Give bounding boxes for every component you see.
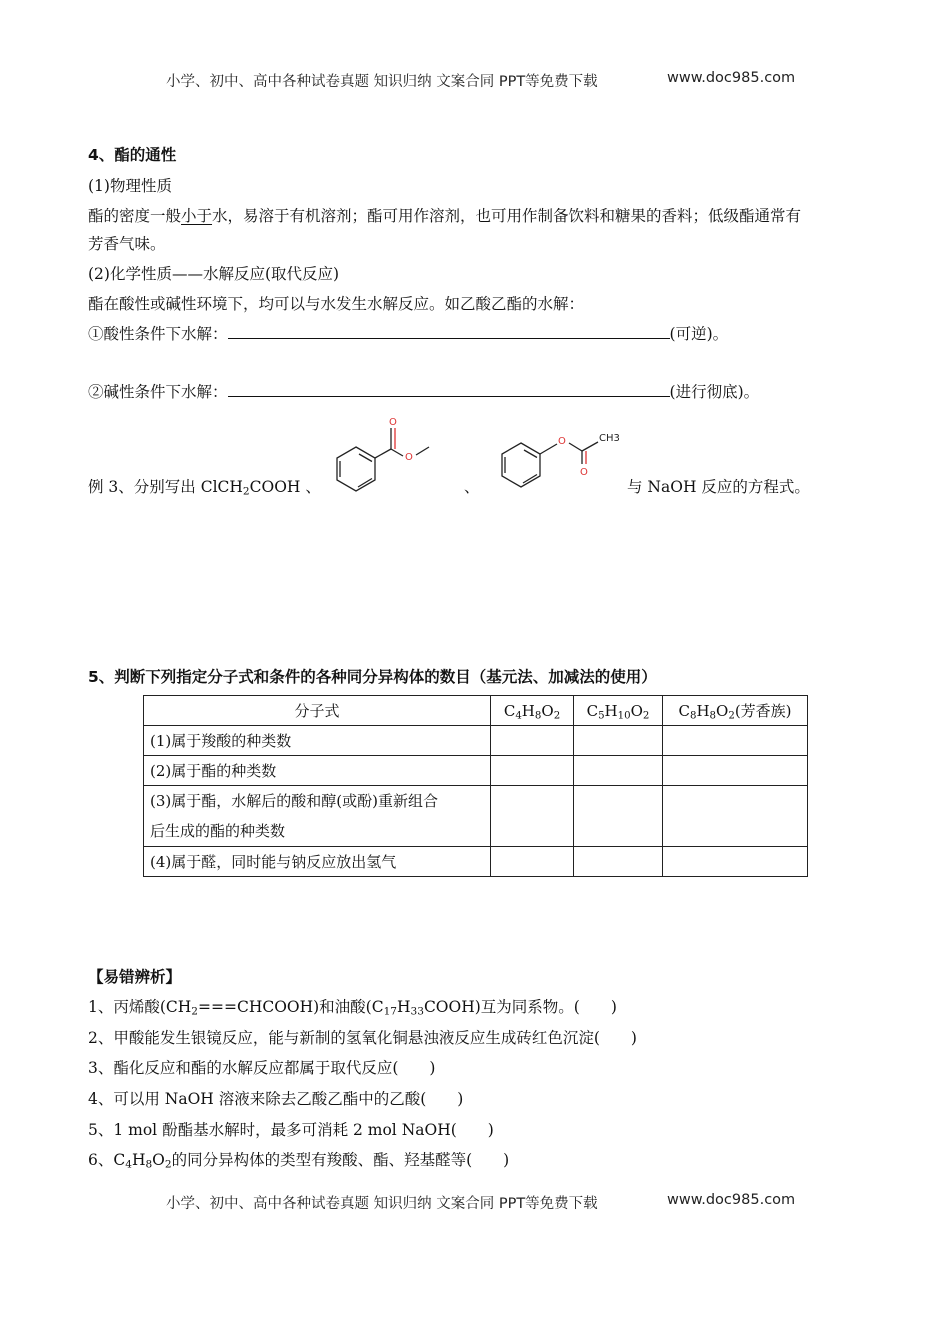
table-row [144, 786, 808, 847]
page-header [166, 70, 598, 91]
carbonyl-oxygen-label: O [580, 467, 588, 478]
physical-underlined-answer: 小于 [181, 207, 213, 225]
example-3-text-a: 例 3、分别写出 ClCH [88, 478, 243, 496]
acid-suffix: (可逆)。 [669, 325, 729, 343]
header-text: 小学、初中、高中各种试卷真题 知识归纳 文案合同 PPT等免费下载 [166, 74, 598, 90]
row-label: (2)属于酯的种类数 [144, 756, 491, 786]
base-label: ②碱性条件下水解： [88, 383, 228, 401]
physical-line-1 [88, 206, 801, 226]
ester-oxygen-label: O [558, 436, 566, 447]
header-formula: 分子式 [144, 696, 491, 726]
mistake-item-6: 6、$C_4H_8O_2$的同分异构体的类型有羧酸、酯、羟基醛等( ) [88, 1151, 510, 1171]
phenyl-acetate-structure [495, 425, 625, 497]
example-3-text-b: COOH 、 [249, 478, 321, 496]
section-4-title: 4、酯的通性 [88, 146, 177, 164]
acid-label: ①酸性条件下水解： [88, 325, 228, 343]
answer-cell[interactable] [491, 756, 574, 786]
table-row [144, 726, 808, 756]
example-3-sub: 2 [242, 485, 250, 498]
answer-cell[interactable] [663, 756, 808, 786]
base-hydrolysis-line [88, 382, 759, 402]
footer-text: 小学、初中、高中各种试卷真题 知识归纳 文案合同 PPT等免费下载 [166, 1196, 598, 1212]
ester-oxygen-label: O [405, 452, 413, 463]
header-c8h8o2-aromatic: $C_8H_8O_2$(芳香族) [663, 696, 808, 726]
footer-site[interactable]: www.doc985.com [667, 1192, 796, 1208]
physical-line-1-b: 水，易溶于有机溶剂；酯可用作溶剂，也可用作制备饮料和糖果的香料；低级酯通常有 [212, 207, 802, 225]
answer-cell[interactable] [491, 786, 574, 847]
mistake-item-5: 5、1 mol 酚酯基水解时，最多可消耗 2 mol NaOH( ) [88, 1121, 494, 1139]
chemical-title: (2)化学性质——水解反应(取代反应) [88, 265, 340, 283]
acid-hydrolysis-line [88, 324, 728, 344]
section-5-title: 5、判断下列指定分子式和条件的各种同分异构体的数目（基元法、加减法的使用） [88, 668, 657, 686]
header-c4h8o2: $C_4H_8O_2$ [491, 696, 574, 726]
benzene-ring [337, 447, 375, 491]
example-3-separator: 、 [464, 478, 480, 496]
example-3-suffix: 与 NaOH 反应的方程式。 [627, 478, 810, 496]
page-footer [166, 1192, 598, 1213]
base-answer-blank[interactable] [228, 382, 670, 397]
answer-cell[interactable] [491, 847, 574, 877]
answer-cell[interactable] [574, 756, 663, 786]
table-row [144, 847, 808, 877]
example-3-prefix [88, 477, 321, 497]
header-site[interactable]: www.doc985.com [667, 70, 796, 86]
answer-cell[interactable] [574, 786, 663, 847]
answer-cell[interactable] [574, 847, 663, 877]
mistakes-title: 【易错辨析】 [88, 968, 182, 986]
table-row [144, 756, 808, 786]
answer-cell[interactable] [491, 726, 574, 756]
answer-cell[interactable] [663, 847, 808, 877]
physical-line-1-a: 酯的密度一般 [88, 207, 182, 225]
carbonyl-oxygen-label: O [389, 417, 397, 428]
mistake-item-1: 1、丙烯酸$(CH_2===CHCOOH)$和油酸$(C_{17}H_{33}COOH)$互为同系物。( ) [88, 998, 617, 1018]
row-label: (3)属于酯，水解后的酸和醇(或酚)重新组合 后生成的酯的种类数 [144, 786, 491, 847]
isomer-count-table [143, 695, 808, 877]
benzene-ring [502, 443, 540, 487]
answer-cell[interactable] [663, 726, 808, 756]
chemical-description: 酯在酸性或碱性环境下，均可以与水发生水解反应。如乙酸乙酯的水解： [88, 295, 585, 313]
row-label: (4)属于醛，同时能与钠反应放出氢气 [144, 847, 491, 877]
header-c5h10o2: $C_5H_{10}O_2$ [574, 696, 663, 726]
mistake-item-4: 4、可以用 NaOH 溶液来除去乙酸乙酯中的乙酸( ) [88, 1090, 464, 1108]
answer-cell[interactable] [663, 786, 808, 847]
answer-cell[interactable] [574, 726, 663, 756]
mistake-item-2: 2、甲酸能发生银镜反应，能与新制的氢氧化铜悬浊液反应生成砖红色沉淀( ) [88, 1029, 637, 1047]
acid-answer-blank[interactable] [228, 324, 670, 339]
row-label: (1)属于羧酸的种类数 [144, 726, 491, 756]
physical-line-2: 芳香气味。 [88, 235, 166, 253]
mistake-item-3: 3、酯化反应和酯的水解反应都属于取代反应( ) [88, 1059, 436, 1077]
physical-title: (1)物理性质 [88, 177, 172, 195]
base-suffix: (进行彻底)。 [669, 383, 760, 401]
table-header-row [144, 696, 808, 726]
methyl-label: CH3 [599, 433, 620, 444]
methyl-benzoate-structure [328, 413, 450, 495]
